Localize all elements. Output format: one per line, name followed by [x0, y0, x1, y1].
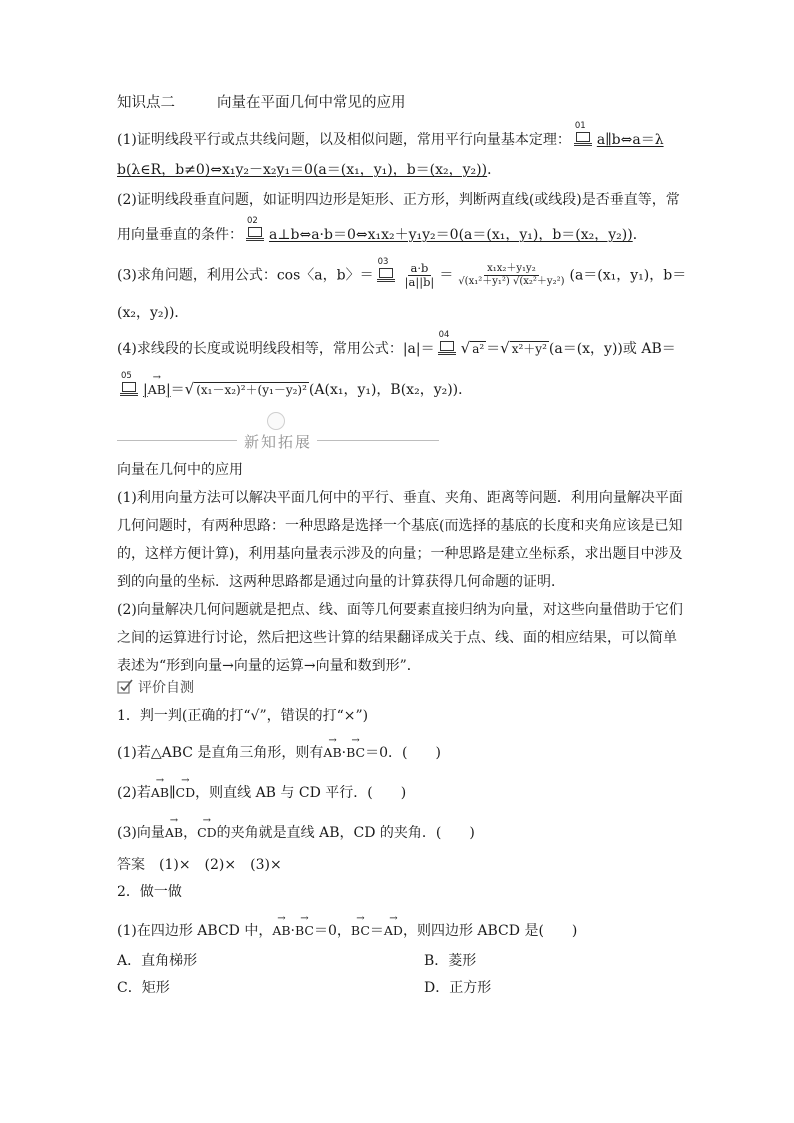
radicand: x²＋y² — [511, 342, 547, 356]
item-2-line-2 — [117, 216, 682, 245]
question-1: 1．判一判(正确的打“√”，错误的打“×”) — [117, 708, 369, 724]
item-4-line-1 — [117, 330, 682, 359]
parallel-operator: ∥ — [169, 785, 176, 801]
item-2-text-2: 用向量垂直的条件： — [117, 227, 243, 243]
extension-p2-line-3: 表述为“形到向量→向量的运算→向量和数到形”． — [117, 658, 421, 674]
item-3-line-2 — [117, 303, 682, 323]
extension-p2-line-1: (2)向量解决几何问题就是把点、线、面等几何要素直接归纳为向量，对这些向量借助于它们 — [117, 602, 683, 618]
question-1-3 — [117, 820, 682, 843]
item-1-line-2 — [117, 160, 682, 180]
blank-marker-number: 01 — [574, 121, 586, 131]
blank-marker-02 — [246, 216, 264, 241]
distance-formula: √ (x₁－x₂)²＋(y₁－y₂)² — [184, 380, 307, 398]
blank-marker-number: 05 — [121, 371, 132, 381]
divider-label: 新知拓展 — [243, 433, 312, 451]
fraction-denominator: √(x₁²＋y₁²) √(x₂²＋y₂²) — [458, 276, 565, 287]
question-text-tail: ，则四边形 ABCD 是( ) — [402, 923, 578, 939]
radicand: a² — [472, 342, 485, 356]
dot-operator: · — [341, 745, 347, 761]
equals-sign: ＝ — [486, 341, 501, 357]
item-5-tail: (A(x₁，y₁)，B(x₂，y₂))． — [308, 382, 473, 398]
extension-p1-line-3: 的，这样方便计算)，利用基向量表示涉及的向量；一种思路是建立坐标系，求出题目中涉及 — [117, 546, 683, 562]
question-text: (1)在四边形 ABCD 中， — [117, 923, 273, 939]
answer-text: (1)× (2)× (3)× — [145, 857, 282, 873]
item-3-text: (3)求角问题，利用公式：cos〈a，b〉＝ — [117, 267, 374, 284]
extension-p2-line-2: 之间的运算进行讨论，然后把这些计算的结果翻译成关于点、线、面的相应结果，可以简单 — [117, 630, 677, 646]
dot-operator: · — [290, 923, 295, 939]
item-1-line-1 — [117, 121, 682, 150]
extension-title: 向量在几何中的应用 — [117, 462, 243, 478]
question-1-2 — [117, 780, 682, 803]
option-b[interactable]: B．菱形 — [424, 953, 477, 969]
option-a[interactable]: A．直角梯形 — [117, 953, 198, 969]
item-2-text: (2)证明线段垂直问题，如证明四边形是矩形、正方形，判断两直线(或线段)是否垂直等，常 — [117, 192, 680, 208]
blank-marker-number: 02 — [247, 216, 258, 226]
answer-line — [117, 855, 682, 875]
item-4-text: (4)求线段的长度或说明线段相等，常用公式：|a|＝ — [117, 341, 435, 357]
item-2-formula: a⊥b⇔a·b＝0⇔x₁x₂＋y₁y₂＝0(a＝(x₁，y₁)，b＝(x₂，y₂)) — [269, 227, 633, 243]
vector-bc: → BC — [346, 740, 365, 763]
blank-marker-number: 04 — [438, 330, 450, 340]
question-text: (3)向量 — [117, 825, 165, 841]
option-d[interactable]: D．正方形 — [424, 980, 492, 996]
self-test-heading — [117, 678, 194, 698]
equals-sign: ＝ — [369, 923, 384, 939]
vector-ab: → AB — [151, 780, 169, 803]
question-2-1 — [117, 918, 682, 941]
divider-rule-left — [117, 440, 237, 441]
cosine-fraction-2 — [455, 263, 567, 288]
blank-marker-04 — [438, 330, 456, 355]
item-3-line-1 — [117, 256, 687, 289]
cosine-fraction-1 — [402, 262, 438, 289]
sqrt-x2-y2: √ x²＋y² — [500, 339, 547, 357]
equals-sign: ＝ — [439, 267, 454, 284]
vector-ab: → AB — [323, 740, 341, 763]
question-1-1 — [117, 740, 682, 763]
fraction-denominator: |a||b| — [404, 275, 435, 289]
vector-bc: → BC — [295, 918, 314, 941]
vector-ab: → AB — [272, 918, 290, 941]
heading-label: 知识点二 — [117, 95, 175, 111]
vector-bc: → BC — [351, 918, 370, 941]
pencil-checkbox-icon — [117, 679, 134, 694]
vector-ab: → AB — [165, 820, 183, 843]
option-c[interactable]: C．矩形 — [117, 980, 170, 996]
equals-sign: ＝ — [170, 382, 185, 398]
blank-marker-01 — [574, 121, 592, 146]
item-2-line-1 — [117, 190, 682, 210]
item-1-period: ． — [487, 162, 502, 178]
extension-p1-line-1: (1)利用向量方法可以解决平面几何中的平行、垂直、夹角、距离等问题．利用向量解决平面 — [117, 490, 683, 506]
item-1-text: (1)证明线段平行或点共线问题，以及相似问题，常用平行向量基本定理： — [117, 132, 571, 148]
item-4-tail: (a＝(x，y))或 AB＝ — [548, 341, 676, 357]
question-text-tail: ，则直线 AB 与 CD 平行．( ) — [195, 785, 407, 801]
lightbulb-icon — [267, 412, 285, 430]
new-knowledge-divider — [117, 431, 439, 451]
question-text: (2)若 — [117, 785, 151, 801]
question-text: (1)若△ABC 是直角三角形，则有 — [117, 745, 324, 761]
heading-title: 向量在平面几何中常见的应用 — [217, 95, 406, 111]
item-4-line-2 — [117, 371, 682, 400]
extension-p1-line-2: 几何问题时，有两种思路：一种思路是选择一个基底(而选择的基底的长度和夹角应该是已知 — [117, 518, 683, 534]
vector-ad: → AD — [384, 918, 403, 941]
item-2-period: ． — [632, 227, 647, 243]
answer-label: 答案 — [117, 857, 145, 873]
vector-magnitude-ab: |→ AB| — [143, 382, 171, 398]
fraction-numerator: x₁x₂＋y₁y₂ — [484, 263, 539, 276]
item-1-formula-part-2: b(λ∈R，b≠0)⇔x₁y₂－x₂y₁＝0(a＝(x₁，y₁)，b＝(x₂，y₂)) — [117, 162, 488, 178]
blank-marker-05 — [120, 371, 138, 396]
question-text-tail: ＝0．( ) — [365, 745, 441, 761]
extension-p1-line-4: 到的向量的坐标．这两种思路都是通过向量的计算获得几何命题的证明． — [117, 574, 565, 590]
item-3-text-2: (x₂，y₂))． — [117, 305, 189, 321]
item-3-tail: (a＝(x₁，y₁)，b＝ — [569, 267, 687, 284]
separator: ， — [183, 825, 198, 841]
question-text-mid: ＝0， — [313, 923, 351, 939]
item-1-formula-part-1: a∥b⇔a＝λ — [596, 132, 664, 148]
vector-cd: → CD — [176, 780, 196, 803]
sqrt-a-squared: √ a² — [460, 339, 485, 357]
question-2: 2．做一做 — [117, 884, 182, 900]
vector-cd: → CD — [197, 820, 217, 843]
fraction-numerator: a·b — [408, 262, 432, 276]
radicand: (x₁－x₂)²＋(y₁－y₂)² — [196, 383, 307, 397]
section-heading — [117, 93, 682, 113]
divider-rule-right — [317, 440, 439, 441]
question-text-tail: 的夹角就是直线 AB，CD 的夹角．( ) — [216, 825, 475, 841]
vector-ab: → AB — [148, 377, 166, 400]
blank-marker-03 — [377, 256, 395, 282]
self-test-title: 评价自测 — [138, 680, 194, 696]
blank-marker-number: 03 — [377, 256, 389, 267]
